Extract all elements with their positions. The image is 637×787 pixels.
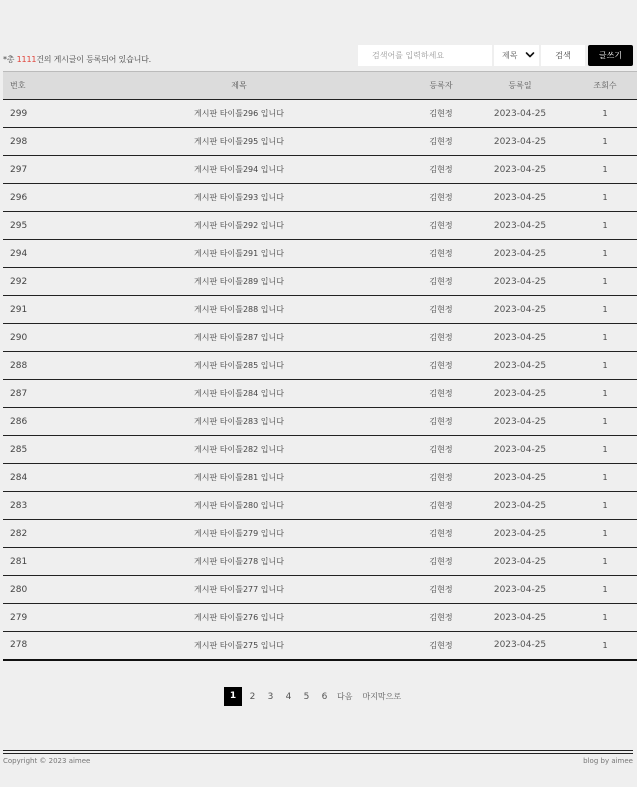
page-link-5[interactable]: 5 [303,691,310,702]
chevron-down-icon [525,50,535,60]
row-no: 284 [10,472,28,483]
row-author: 김현정 [429,640,453,650]
row-author: 김현정 [429,585,453,594]
row-author: 김현정 [429,501,453,510]
row-hits: 1 [602,417,608,426]
table-row[interactable] [3,436,637,464]
row-author: 김현정 [429,613,453,622]
total-count: 1111 [16,55,37,64]
table-row[interactable] [3,464,637,492]
table-row[interactable] [3,128,637,156]
copyright-text: Copyright © 2023 aimee [3,757,91,765]
footer-divider [3,753,633,754]
row-no: 283 [10,500,28,511]
row-title-link[interactable]: 게시판 타이틀285 입니다 [194,361,284,370]
row-title-link[interactable]: 게시판 타이틀279 입니다 [194,529,284,538]
table-row[interactable] [3,184,637,212]
row-date: 2023-04-25 [493,640,547,651]
row-date: 2023-04-25 [493,248,547,259]
row-no: 280 [10,584,28,595]
row-title-link[interactable]: 게시판 타이틀276 입니다 [194,613,284,622]
row-title-link[interactable]: 게시판 타이틀292 입니다 [194,221,284,230]
row-date: 2023-04-25 [493,416,547,427]
row-hits: 1 [602,361,608,370]
row-title-link[interactable]: 게시판 타이틀287 입니다 [194,333,284,342]
search-field-select-value: 제목 [502,51,518,60]
row-hits: 1 [602,473,608,482]
row-hits: 1 [602,137,608,146]
total-suffix: 건의 게시글이 등록되어 있습니다. [36,55,151,64]
row-author: 김현정 [429,445,453,454]
row-hits: 1 [602,333,608,342]
write-button[interactable]: 글쓰기 [588,45,633,66]
row-title-link[interactable]: 게시판 타이틀282 입니다 [194,445,284,454]
row-no: 290 [10,332,28,343]
row-hits: 1 [602,585,608,594]
search-button[interactable]: 검색 [541,45,585,66]
row-hits: 1 [602,109,608,118]
row-hits: 1 [602,389,608,398]
row-author: 김현정 [429,193,453,202]
row-hits: 1 [602,305,608,314]
row-author: 김현정 [429,109,453,118]
table-row[interactable] [3,212,637,240]
header-title: 제목 [231,81,247,90]
row-title-link[interactable]: 게시판 타이틀291 입니다 [194,249,284,258]
header-author: 등록자 [429,81,453,90]
page-link-2[interactable]: 2 [249,691,256,702]
row-hits: 1 [602,557,608,566]
table-row[interactable] [3,352,637,380]
table-row[interactable] [3,324,637,352]
row-title-link[interactable]: 게시판 타이틀296 입니다 [194,109,284,118]
row-author: 김현정 [429,221,453,230]
row-no: 298 [10,136,28,147]
table-row[interactable] [3,576,637,604]
row-date: 2023-04-25 [493,472,547,483]
pagination [224,687,411,706]
row-hits: 1 [602,221,608,230]
row-title-link[interactable]: 게시판 타이틀275 입니다 [194,640,284,650]
row-date: 2023-04-25 [493,528,547,539]
table-row[interactable] [3,100,637,128]
row-date: 2023-04-25 [493,556,547,567]
table-row[interactable] [3,296,637,324]
row-title-link[interactable]: 게시판 타이틀294 입니다 [194,165,284,174]
row-title-link[interactable]: 게시판 타이틀278 입니다 [194,557,284,566]
row-no: 295 [10,220,28,231]
footer-divider [3,750,633,751]
row-author: 김현정 [429,529,453,538]
header-date: 등록일 [508,81,532,90]
header-hits: 조회수 [593,81,617,90]
row-hits: 1 [602,445,608,454]
row-date: 2023-04-25 [493,220,547,231]
header-no: 번호 [10,81,26,90]
search-input[interactable] [358,45,492,66]
row-author: 김현정 [429,557,453,566]
table-row[interactable] [3,408,637,436]
row-title-link[interactable]: 게시판 타이틀295 입니다 [194,137,284,146]
row-no: 285 [10,444,28,455]
row-no: 286 [10,416,28,427]
row-title-link[interactable]: 게시판 타이틀277 입니다 [194,585,284,594]
search-field-select[interactable] [494,45,539,66]
row-date: 2023-04-25 [493,332,547,343]
row-date: 2023-04-25 [493,444,547,455]
table-row[interactable] [3,520,637,548]
row-no: 278 [10,640,28,651]
row-hits: 1 [602,501,608,510]
row-author: 김현정 [429,305,453,314]
row-date: 2023-04-25 [493,304,547,315]
page-link-1[interactable]: 1 [224,687,242,706]
table-row[interactable] [3,240,637,268]
row-title-link[interactable]: 게시판 타이틀284 입니다 [194,389,284,398]
last-page-link[interactable]: 마지막으로 [362,692,402,701]
row-no: 281 [10,556,28,567]
table-row[interactable] [3,548,637,576]
row-author: 김현정 [429,249,453,258]
row-no: 291 [10,304,28,315]
row-date: 2023-04-25 [493,500,547,511]
row-no: 288 [10,360,28,371]
row-no: 296 [10,192,28,203]
row-hits: 1 [602,640,608,650]
row-author: 김현정 [429,473,453,482]
page-link-4[interactable]: 4 [285,691,292,702]
page-link-6[interactable]: 6 [321,691,328,702]
row-hits: 1 [602,277,608,286]
row-date: 2023-04-25 [493,388,547,399]
row-date: 2023-04-25 [493,360,547,371]
row-date: 2023-04-25 [493,136,547,147]
row-hits: 1 [602,193,608,202]
row-title-link[interactable]: 게시판 타이틀281 입니다 [194,473,284,482]
row-no: 282 [10,528,28,539]
row-author: 김현정 [429,389,453,398]
total-count-text [3,54,151,65]
table-row[interactable] [3,268,637,296]
row-title-link[interactable]: 게시판 타이틀283 입니다 [194,417,284,426]
row-author: 김현정 [429,333,453,342]
top-bar [0,0,637,72]
table-row[interactable] [3,632,637,660]
row-hits: 1 [602,529,608,538]
table-row[interactable] [3,492,637,520]
row-title-link[interactable]: 게시판 타이틀288 입니다 [194,305,284,314]
table-row[interactable] [3,156,637,184]
row-no: 292 [10,276,28,287]
row-author: 김현정 [429,277,453,286]
row-author: 김현정 [429,137,453,146]
row-date: 2023-04-25 [493,192,547,203]
table-header-row [3,72,637,100]
row-author: 김현정 [429,361,453,370]
row-no: 287 [10,388,28,399]
row-no: 297 [10,164,28,175]
next-page-link[interactable]: 다음 [337,692,353,701]
page-link-3[interactable]: 3 [267,691,274,702]
table-row[interactable] [3,380,637,408]
total-prefix: *총 [3,55,17,64]
row-no: 294 [10,248,28,259]
row-hits: 1 [602,165,608,174]
row-title-link[interactable]: 게시판 타이틀293 입니다 [194,193,284,202]
row-date: 2023-04-25 [493,612,547,623]
row-no: 299 [10,108,28,119]
blog-by-text: blog by aimee [583,757,633,765]
row-title-link[interactable]: 게시판 타이틀280 입니다 [194,501,284,510]
row-no: 279 [10,612,28,623]
row-date: 2023-04-25 [493,276,547,287]
row-title-link[interactable]: 게시판 타이틀289 입니다 [194,277,284,286]
row-date: 2023-04-25 [493,164,547,175]
row-date: 2023-04-25 [493,584,547,595]
row-date: 2023-04-25 [493,108,547,119]
row-author: 김현정 [429,165,453,174]
table-row[interactable] [3,604,637,632]
row-hits: 1 [602,249,608,258]
row-hits: 1 [602,613,608,622]
board-table [3,71,637,661]
row-author: 김현정 [429,417,453,426]
